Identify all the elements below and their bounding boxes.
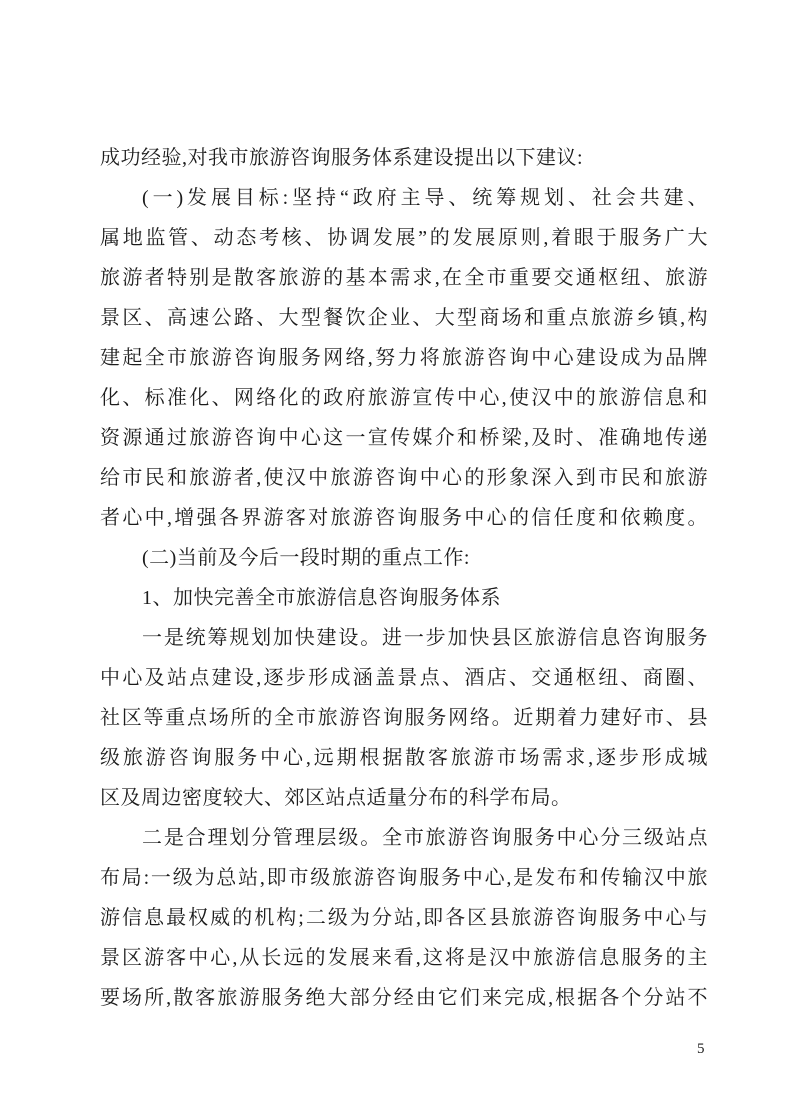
- text-line: 区及周边密度较大、郊区站点适量分布的科学布局。: [100, 787, 572, 809]
- document-body: [100, 138, 708, 1018]
- text-line: 二是合理划分管理层级。全市旅游咨询服务中心分三级站点: [142, 827, 708, 849]
- text-line: 旅游者特别是散客旅游的基本需求,在全市重要交通枢纽、旅游: [100, 267, 708, 289]
- text-line: 游信息最权威的机构;二级为分站,即各区县旅游咨询服务中心与: [100, 907, 708, 929]
- text-line: 成功经验,对我市旅游咨询服务体系建设提出以下建议:: [100, 147, 584, 169]
- text-line: 建起全市旅游咨询服务网络,努力将旅游咨询中心建设成为品牌: [100, 347, 708, 369]
- text-line: (二)当前及今后一段时期的重点工作:: [142, 547, 470, 569]
- text-line: 者心中,增强各界游客对旅游咨询服务中心的信任度和依赖度。: [100, 507, 708, 529]
- text-line: 一是统筹规划加快建设。进一步加快县区旅游信息咨询服务: [142, 627, 708, 649]
- page-number: 5: [697, 1041, 705, 1057]
- text-line: 级旅游咨询服务中心,远期根据散客旅游市场需求,逐步形成城: [100, 747, 708, 769]
- text-line: 给市民和旅游者,使汉中旅游咨询中心的形象深入到市民和旅游: [100, 467, 708, 489]
- text-line: (一)发展目标:坚持“政府主导、统筹规划、社会共建、: [142, 187, 708, 209]
- text-line: 要场所,散客旅游服务绝大部分经由它们来完成,根据各个分站不: [100, 987, 708, 1009]
- text-line: 属地监管、动态考核、协调发展”的发展原则,着眼于服务广大: [100, 227, 708, 249]
- text-line: 化、标准化、网络化的政府旅游宣传中心,使汉中的旅游信息和: [100, 387, 708, 409]
- text-line: 景区游客中心,从长远的发展来看,这将是汉中旅游信息服务的主: [100, 947, 708, 969]
- text-line: 景区、高速公路、大型餐饮企业、大型商场和重点旅游乡镇,构: [100, 307, 708, 329]
- text-line: 1、加快完善全市旅游信息咨询服务体系: [142, 587, 501, 609]
- text-line: 中心及站点建设,逐步形成涵盖景点、酒店、交通枢纽、商圈、: [100, 667, 708, 689]
- text-line: 布局:一级为总站,即市级旅游咨询服务中心,是发布和传输汉中旅: [100, 867, 708, 889]
- text-line: 资源通过旅游咨询中心这一宣传媒介和桥梁,及时、准确地传递: [100, 427, 708, 449]
- text-line: 社区等重点场所的全市旅游咨询服务网络。近期着力建好市、县: [100, 707, 708, 729]
